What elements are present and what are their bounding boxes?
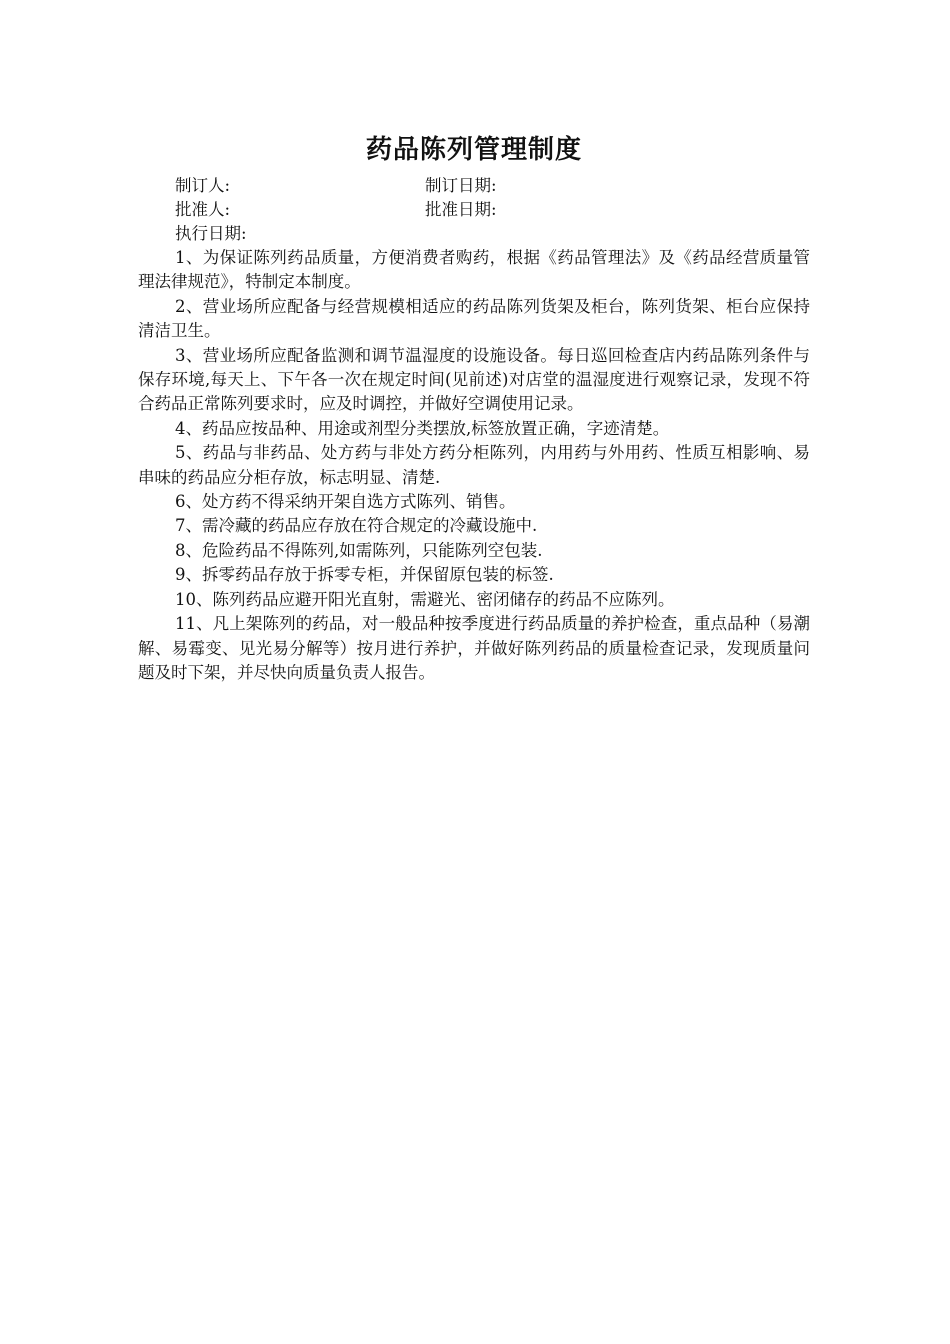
draft-date-label: 制订日期: (425, 176, 497, 195)
paragraph-11: 11、凡上架陈列的药品，对一般品种按季度进行药品质量的养护检查，重点品种（易潮解、易霉变、见光易分解等）按月进行养护，并做好陈列药品的质量检查记录，发现质量问题及时下架，并尽快向质量负责人报告。 (138, 614, 810, 682)
paragraph-6: 6、处方药不得采纳开架自选方式陈列、销售。 (175, 492, 516, 512)
meta-row-approver (138, 198, 810, 222)
paragraph-8: 8、危险药品不得陈列,如需陈列，只能陈列空包装. (175, 540, 543, 560)
paragraph-1: 1、为保证陈列药品质量，方便消费者购药，根据《药品管理法》及《药品经营质量管理法律规范》，特制定本制度。 (138, 248, 810, 292)
effective-date-label: 执行日期: (175, 224, 247, 243)
paragraph-5: 5、药品与非药品、处方药与非处方药分柜陈列，内用药与外用药、性质互相影响、易串味的药品应分柜存放，标志明显、清楚. (138, 443, 810, 487)
paragraph-10: 10、陈列药品应避开阳光直射，需避光、密闭储存的药品不应陈列。 (175, 589, 675, 609)
paragraph-4: 4、药品应按品种、用途或剂型分类摆放,标签放置正确，字迹清楚。 (175, 418, 670, 438)
meta-row-effective (138, 222, 810, 246)
paragraph-9: 9、拆零药品存放于拆零专柜，并保留原包装的标签. (175, 565, 554, 585)
paragraph-3: 3、营业场所应配备监测和调节温湿度的设施设备。每日巡回检查店内药品陈列条件与保存环境,每天上、下午各一次在规定时间(见前述)对店堂的温湿度进行观察记录，发现不符合药品正常陈列要求时，应及时调控，并做好空调使用记录。 (138, 345, 810, 414)
approve-date-label: 批准日期: (425, 200, 497, 219)
document-title: 药品陈列管理制度 (365, 135, 582, 165)
drafter-label: 制订人: (175, 176, 231, 195)
document-page (138, 130, 810, 685)
paragraph-7: 7、需冷藏的药品应存放在符合规定的冷藏设施中. (175, 516, 538, 536)
paragraph-2: 2、营业场所应配备与经营规模相适应的药品陈列货架及柜台，陈列货架、柜台应保持清洁卫生。 (138, 296, 810, 341)
meta-row-drafter (138, 174, 810, 198)
approver-label: 批准人: (175, 200, 231, 219)
